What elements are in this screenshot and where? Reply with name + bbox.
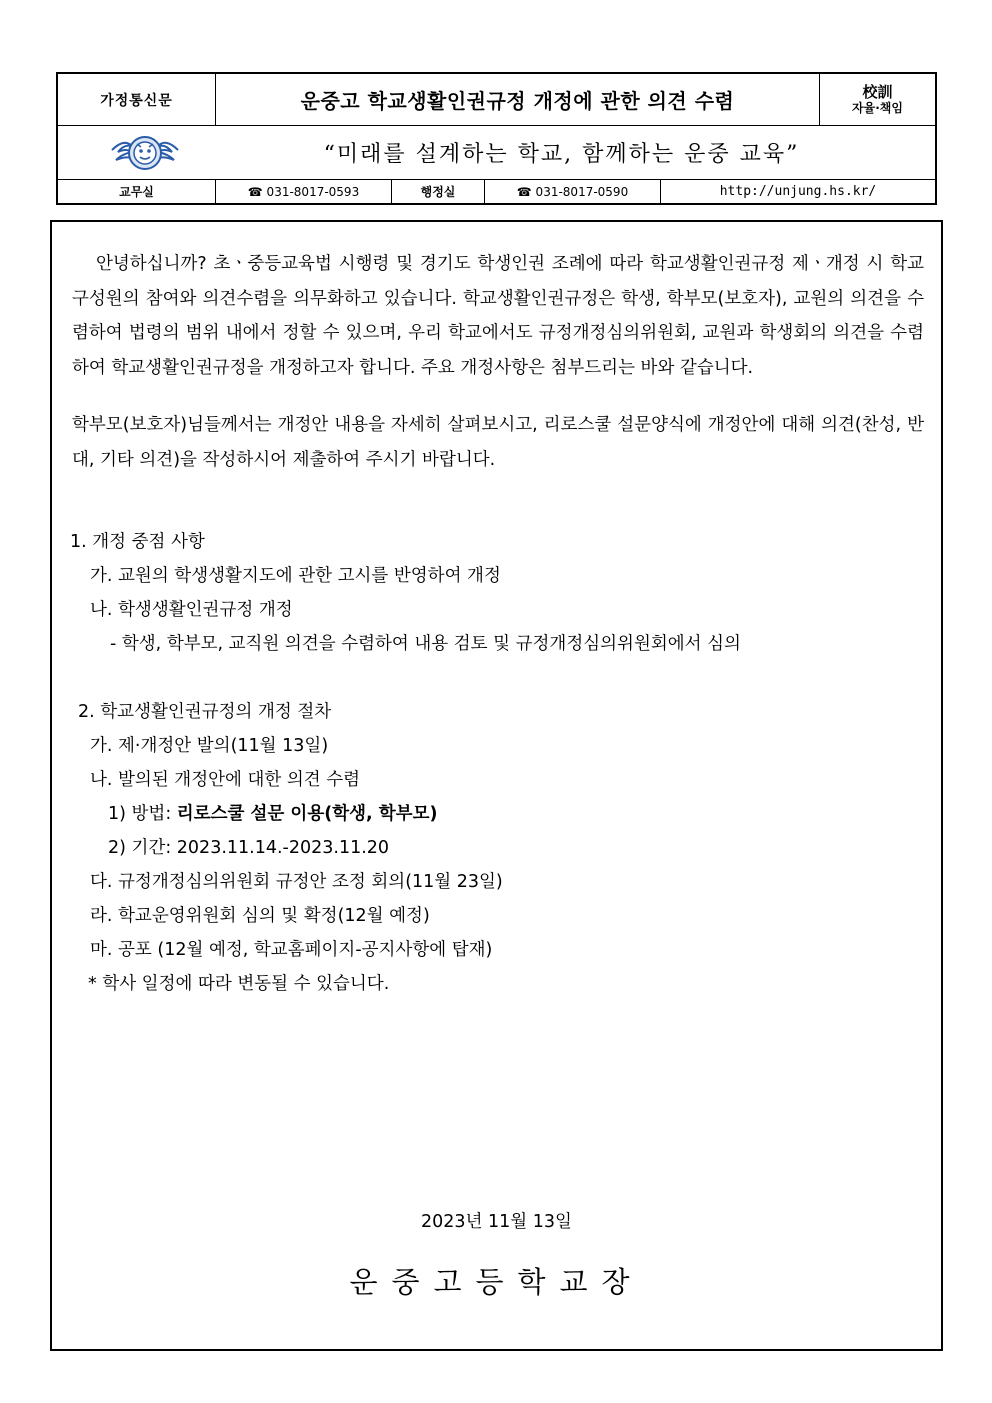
- website-cell: [661, 180, 935, 203]
- section1-heading: 1. 개정 중점 사항: [70, 532, 205, 552]
- slogan-row: [58, 126, 935, 180]
- office1-phone-cell: [216, 180, 392, 203]
- issue-date: 2023년 11월 13일: [421, 1212, 572, 1232]
- office1-label: 교무실: [119, 185, 154, 199]
- section2-item-c: 다. 규정개정심의위원회 규정안 조정 회의(11월 23일): [90, 872, 503, 892]
- office2-label: 행정실: [420, 185, 456, 199]
- contact-row: [58, 180, 935, 203]
- request-paragraph: 학부모(보호자)님들께서는 개정안 내용을 자세히 살펴보시고, 리로스쿨 설문양식에 개정안에 대해 의견(찬성, 반대, 기타 의견)을 작성하시어 제출하여 주시기 바랍니다.: [72, 415, 924, 470]
- letterhead-table: [56, 72, 937, 205]
- section2-period: 2) 기간: 2023.11.14.-2023.11.20: [108, 838, 390, 858]
- intro-paragraph: 안녕하십니까? 초ㆍ중등교육법 시행령 및 경기도 학생인권 조례에 따라 학교생활인권규정 제ㆍ개정 시 학교 구성원의 참여와 의견수렴을 의무화하고 있습니다. 학교생활인권규정은 학생, 학부모(보호자), 교원의 의견을 수렴하여 법령의 범위 내에서 정할 수 있으며, 우리 학교에서도 규정개정심의위원회, 교원과 학생회의 의견을 수렴하여 학교생활인권규정을 개정하고자 합니다. 주요 개정사항은 첨부드리는 바와 같습니다.: [72, 254, 924, 378]
- section2-item-b: 나. 발의된 개정안에 대한 의견 수렴: [90, 770, 361, 790]
- method-label: 1) 방법:: [108, 804, 177, 824]
- section1-item-b-detail: - 학생, 학부모, 교직원 의견을 수렴하여 내용 검토 및 규정개정심의위원회에서 심의: [110, 634, 741, 654]
- office2-phone: ☎ 031-8017-0590: [516, 184, 629, 199]
- document-title: 운중고 학교생활인권규정 개정에 관한 의견 수렴: [300, 89, 735, 113]
- doc-type-cell: [58, 74, 216, 125]
- section2-item-e: 마. 공포 (12월 예정, 학교홈페이지-공지사항에 탑재): [90, 940, 493, 960]
- section1-item-b: 나. 학생생활인권규정 개정: [90, 600, 293, 620]
- motto-text: 자율·책임: [852, 101, 903, 116]
- slogan-cell: [188, 126, 935, 179]
- section2-item-d: 라. 학교운영위원회 심의 및 확정(12월 예정): [90, 906, 430, 926]
- office2-label-cell: [392, 180, 485, 203]
- doc-type-label: 가정통신문: [100, 92, 173, 109]
- section1-item-a: 가. 교원의 학생생활지도에 관한 고시를 반영하여 개정: [90, 566, 501, 586]
- title-cell: [216, 74, 820, 125]
- school-emblem-logo: [110, 132, 180, 174]
- schedule-note: * 학사 일정에 따라 변동될 수 있습니다.: [88, 974, 390, 994]
- principal-signature: 운중고등학교장: [349, 1265, 644, 1299]
- motto-title: 校訓: [862, 82, 893, 101]
- school-website-link[interactable]: http://unjung.hs.kr/: [719, 184, 877, 199]
- section2-item-a: 가. 제·개정안 발의(11월 13일): [90, 736, 329, 756]
- letter-body: [50, 220, 943, 1351]
- school-motto-cell: [820, 74, 935, 125]
- letterhead-title-row: [58, 74, 935, 126]
- office1-phone: ☎ 031-8017-0593: [247, 184, 360, 199]
- method-value: 리로스쿨 설문 이용(학생, 학부모): [176, 804, 438, 824]
- school-slogan: “미래를 설계하는 학교, 함께하는 운중 교육”: [323, 142, 800, 167]
- office1-label-cell: [58, 180, 216, 203]
- office2-phone-cell: [485, 180, 661, 203]
- section2-method: [108, 800, 437, 825]
- section2-heading: 2. 학교생활인권규정의 개정 절차: [78, 702, 332, 722]
